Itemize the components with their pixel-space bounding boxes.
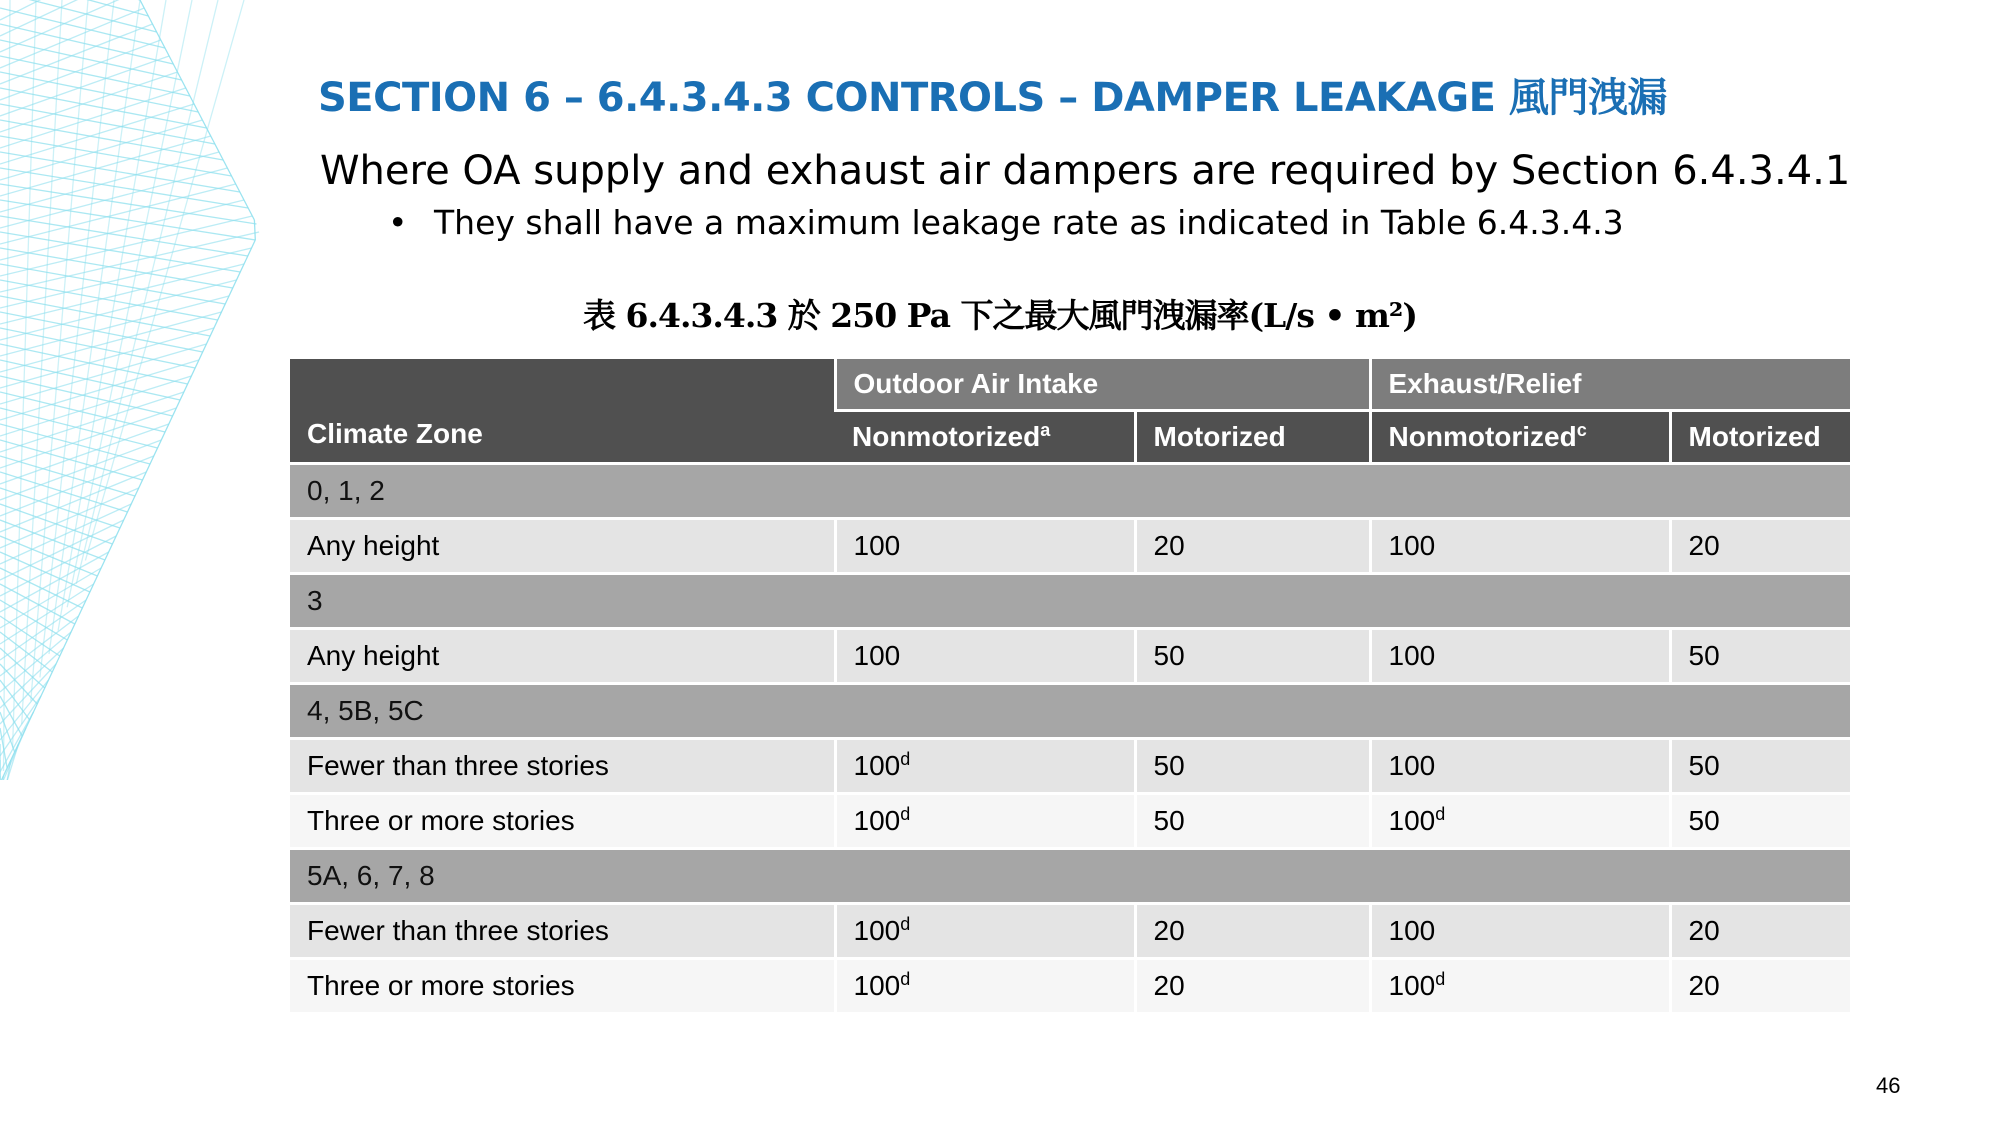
row-label: Any height	[290, 519, 835, 574]
wireframe-line	[237, 260, 246, 280]
wireframe-line	[86, 580, 95, 600]
wireframe-line	[0, 712, 33, 772]
oa-nonmotorized-cell	[835, 629, 1135, 684]
zone-label: 3	[290, 574, 1850, 629]
oa-nonmotorized-cell	[835, 959, 1135, 1013]
ex-motorized-cell: 50	[1670, 794, 1850, 849]
wireframe-line	[161, 420, 170, 440]
wireframe-line	[0, 376, 191, 436]
ex-motorized-cell: 20	[1670, 959, 1850, 1013]
oa-nonmotorized-header	[835, 411, 1135, 464]
row-label: Any height	[290, 629, 835, 684]
ex-nonmotorized-cell-value: 100	[1388, 805, 1436, 836]
wireframe-line	[0, 616, 79, 676]
ex-nonmotorized-cell-value: 100	[1388, 640, 1436, 671]
ex-motorized-cell: 20	[1670, 519, 1850, 574]
footnote-marker: d	[900, 749, 911, 769]
wireframe-line	[223, 160, 233, 180]
wireframe-line	[0, 200, 244, 260]
oa-nonmotorized-cell-value: 100	[853, 915, 901, 946]
wireframe-line	[0, 456, 154, 516]
wireframe-line	[0, 232, 259, 292]
row-label: Fewer than three stories	[290, 904, 835, 959]
oa-nonmotorized-label: Nonmotorized	[852, 421, 1041, 452]
oa-nonmotorized-cell-value: 100	[853, 750, 901, 781]
row-label: Three or more stories	[290, 794, 835, 849]
table-body	[290, 464, 1850, 1013]
ex-nonmotorized-cell-value: 100	[1388, 530, 1436, 561]
oa-nonmotorized-cell	[835, 519, 1135, 574]
oa-motorized-cell: 50	[1135, 739, 1370, 794]
ex-nonmotorized-cell	[1370, 629, 1670, 684]
bullet-text: They shall have a maximum leakage rate as indicated in Table 6.4.3.4.3	[434, 203, 1624, 242]
climate-zone-header: Climate Zone	[290, 359, 835, 464]
zone-label: 0, 1, 2	[290, 464, 1850, 519]
ex-nonmotorized-cell	[1370, 959, 1670, 1013]
oa-nonmotorized-cell	[835, 739, 1135, 794]
zone-row	[290, 574, 1850, 629]
wireframe-decoration	[0, 0, 275, 780]
ex-nonmotorized-cell	[1370, 519, 1670, 574]
wireframe-line	[254, 220, 255, 240]
wireframe-line	[124, 500, 133, 520]
table-row	[290, 794, 1850, 849]
wireframe-line	[213, 140, 223, 160]
wireframe-line	[199, 340, 208, 360]
footnote-marker: d	[900, 914, 911, 934]
footnote-marker: d	[1435, 969, 1446, 989]
footnote-marker: d	[900, 804, 911, 824]
table-row	[290, 959, 1850, 1013]
oa-motorized-header: Motorized	[1135, 411, 1370, 464]
slide-title: SECTION 6 – 6.4.3.4.3 CONTROLS – DAMPER LEAKAGE 風門洩漏	[318, 75, 1667, 121]
lead-text: Where OA supply and exhaust air dampers are required by Section 6.4.3.4.1	[320, 148, 1851, 194]
wireframe-line	[85, 0, 244, 560]
wireframe-line	[140, 0, 150, 20]
oa-nonmotorized-cell-value: 100	[853, 805, 901, 836]
exhaust-relief-header: Exhaust/Relief	[1370, 359, 1850, 411]
table-row	[290, 629, 1850, 684]
oa-motorized-cell: 20	[1135, 904, 1370, 959]
zone-row	[290, 464, 1850, 519]
table-row	[290, 739, 1850, 794]
zone-label: 4, 5B, 5C	[290, 684, 1850, 739]
damper-leakage-table	[290, 359, 1850, 1012]
ex-motorized-cell: 50	[1670, 739, 1850, 794]
ex-motorized-cell: 50	[1670, 629, 1850, 684]
table-caption: 表 6.4.3.4.3 於 250 Pa 下之最大風門洩漏率(L/s • m²)	[583, 296, 1417, 335]
oa-motorized-cell: 20	[1135, 519, 1370, 574]
wireframe-line	[0, 216, 248, 256]
row-label: Three or more stories	[290, 959, 835, 1013]
table-row	[290, 519, 1850, 574]
wireframe-line	[0, 648, 45, 688]
table-row	[290, 904, 1850, 959]
ex-nonmotorized-cell	[1370, 739, 1670, 794]
oa-motorized-cell: 50	[1135, 629, 1370, 684]
footnote-marker: d	[1435, 804, 1446, 824]
ex-nonmotorized-cell-value: 100	[1388, 750, 1436, 781]
ex-motorized-cell: 20	[1670, 904, 1850, 959]
oa-nonmotorized-cell	[835, 904, 1135, 959]
wireframe-line	[0, 408, 176, 468]
wireframe-line	[0, 392, 184, 452]
oa-nonmotorized-cell-value: 100	[853, 640, 901, 671]
bullet-item	[388, 203, 1624, 242]
wireframe-line	[234, 180, 244, 200]
ex-nonmotorized-cell-value: 100	[1388, 970, 1436, 1001]
ex-nonmotorized-cell-value: 100	[1388, 915, 1436, 946]
page-number: 46	[1876, 1073, 1901, 1098]
wireframe-line	[13, 0, 36, 748]
wireframe-line	[182, 80, 192, 100]
ex-nonmotorized-cell	[1370, 904, 1670, 959]
oa-nonmotorized-cell	[835, 794, 1135, 849]
ex-motorized-header: Motorized	[1670, 411, 1850, 464]
oa-motorized-cell: 50	[1135, 794, 1370, 849]
wireframe-line	[0, 552, 109, 612]
wireframe-line	[150, 20, 160, 40]
oa-nonmotorized-cell-value: 100	[853, 530, 901, 561]
wireframe-line	[0, 696, 41, 756]
footnote-marker: d	[900, 969, 911, 989]
wireframe-line	[246, 240, 255, 260]
zone-row	[290, 684, 1850, 739]
ex-nonmotorized-label: Nonmotorized	[1388, 421, 1577, 452]
bullet-marker: •	[388, 203, 408, 242]
zone-row	[290, 849, 1850, 904]
wireframe-line	[0, 216, 252, 276]
oa-motorized-cell: 20	[1135, 959, 1370, 1013]
wireframe-line	[0, 616, 60, 656]
oa-nonmotorized-cell-value: 100	[853, 970, 901, 1001]
ex-nonmotorized-header	[1370, 411, 1670, 464]
outdoor-air-intake-header: Outdoor Air Intake	[835, 359, 1370, 411]
footnote-c: c	[1576, 420, 1587, 440]
footnote-a: a	[1040, 420, 1051, 440]
zone-label: 5A, 6, 7, 8	[290, 849, 1850, 904]
row-label: Fewer than three stories	[290, 739, 835, 794]
wireframe-line	[58, 640, 67, 660]
ex-nonmotorized-cell	[1370, 794, 1670, 849]
wireframe-line	[192, 100, 202, 120]
